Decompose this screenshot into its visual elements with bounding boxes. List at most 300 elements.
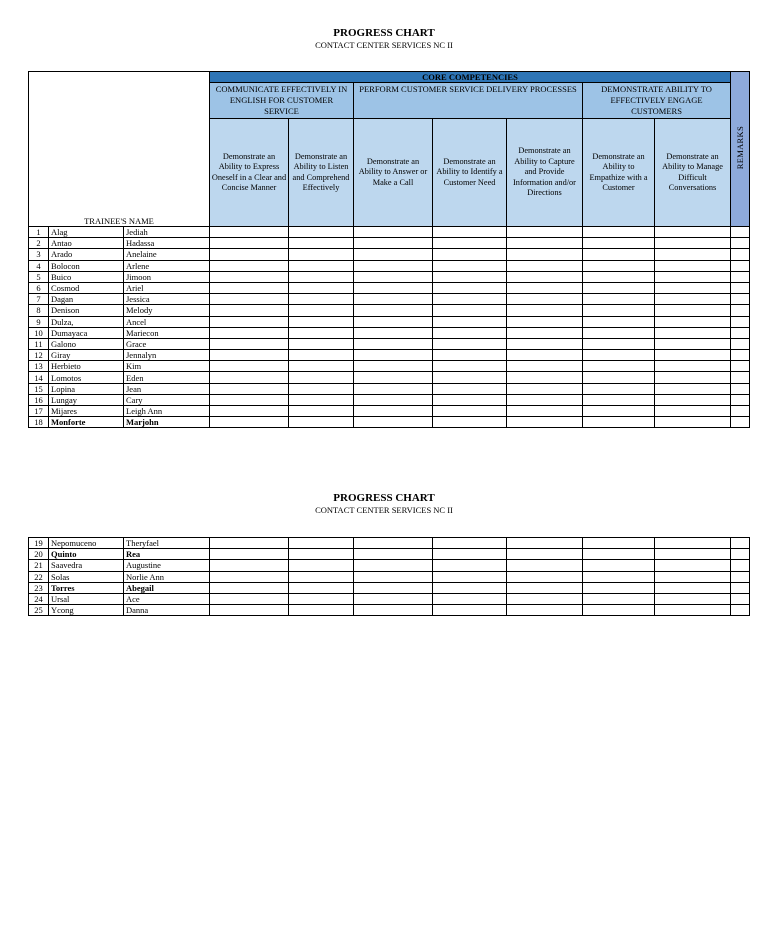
remarks-cell bbox=[731, 227, 750, 238]
competency-cell bbox=[433, 305, 507, 316]
trainee-first-name: Ancel bbox=[124, 316, 210, 327]
trainee-first-name: Augustine bbox=[124, 560, 210, 571]
remarks-cell bbox=[731, 372, 750, 383]
competency-cell bbox=[289, 361, 354, 372]
competency-cell bbox=[583, 538, 655, 549]
group-header-customer-service: PERFORM CUSTOMER SERVICE DELIVERY PROCESSES bbox=[354, 83, 583, 119]
competency-cell bbox=[289, 372, 354, 383]
competency-cell bbox=[583, 417, 655, 428]
page-subtitle-2: CONTACT CENTER SERVICES NC II bbox=[315, 505, 453, 515]
table-row bbox=[29, 383, 750, 394]
competency-cell bbox=[433, 316, 507, 327]
competency-cell bbox=[289, 338, 354, 349]
competency-cell bbox=[583, 571, 655, 582]
competency-cell bbox=[507, 417, 583, 428]
competency-cell bbox=[433, 271, 507, 282]
competency-cell bbox=[289, 227, 354, 238]
competency-cell bbox=[354, 571, 433, 582]
competency-cell bbox=[655, 260, 731, 271]
remarks-cell bbox=[731, 593, 750, 604]
competency-cell bbox=[354, 593, 433, 604]
trainee-number: 14 bbox=[29, 372, 49, 383]
trainee-number: 3 bbox=[29, 249, 49, 260]
competency-cell bbox=[507, 282, 583, 293]
competency-cell bbox=[354, 238, 433, 249]
table-row bbox=[29, 316, 750, 327]
remarks-cell bbox=[731, 294, 750, 305]
trainee-last-name: Antao bbox=[49, 238, 124, 249]
table-row bbox=[29, 406, 750, 417]
competency-cell bbox=[354, 560, 433, 571]
remarks-cell bbox=[731, 305, 750, 316]
competency-cell bbox=[583, 316, 655, 327]
competency-cell bbox=[289, 294, 354, 305]
trainee-name-header bbox=[29, 72, 210, 227]
remarks-cell bbox=[731, 383, 750, 394]
competency-cell bbox=[507, 394, 583, 405]
trainee-last-name: Dagan bbox=[49, 294, 124, 305]
trainee-number: 22 bbox=[29, 571, 49, 582]
competency-cell bbox=[583, 383, 655, 394]
competency-cell bbox=[210, 383, 289, 394]
trainee-last-name: Galono bbox=[49, 338, 124, 349]
competency-cell bbox=[655, 406, 731, 417]
trainee-last-name: Arado bbox=[49, 249, 124, 260]
remarks-cell bbox=[731, 549, 750, 560]
trainee-number: 13 bbox=[29, 361, 49, 372]
competency-cell bbox=[655, 282, 731, 293]
competency-cell bbox=[354, 249, 433, 260]
competency-cell bbox=[433, 361, 507, 372]
competency-cell bbox=[433, 350, 507, 361]
competency-cell bbox=[583, 350, 655, 361]
table-row bbox=[29, 593, 750, 604]
trainee-number: 8 bbox=[29, 305, 49, 316]
trainee-first-name: Danna bbox=[124, 605, 210, 616]
trainee-last-name: Solas bbox=[49, 571, 124, 582]
competency-cell bbox=[433, 294, 507, 305]
competency-cell bbox=[289, 549, 354, 560]
remarks-label: REMARKS bbox=[735, 126, 745, 170]
table-row bbox=[29, 571, 750, 582]
competency-cell bbox=[289, 560, 354, 571]
competency-cell bbox=[583, 582, 655, 593]
trainee-number: 21 bbox=[29, 560, 49, 571]
trainee-first-name: Eden bbox=[124, 372, 210, 383]
competency-cell bbox=[655, 571, 731, 582]
competency-cell bbox=[507, 305, 583, 316]
competency-cell bbox=[433, 327, 507, 338]
competency-cell bbox=[210, 361, 289, 372]
trainee-number: 7 bbox=[29, 294, 49, 305]
trainee-last-name: Nepomuceno bbox=[49, 538, 124, 549]
trainee-name-label: TRAINEE'S NAME bbox=[84, 216, 154, 226]
competency-cell bbox=[354, 538, 433, 549]
competency-cell bbox=[433, 549, 507, 560]
competency-header: Demonstrate an Ability to Express Oneself in a Clear and Concise Manner bbox=[210, 119, 289, 227]
table-row bbox=[29, 394, 750, 405]
competency-cell bbox=[655, 383, 731, 394]
competency-cell bbox=[583, 260, 655, 271]
progress-chart-table-2 bbox=[28, 537, 750, 616]
competency-cell bbox=[433, 538, 507, 549]
trainee-first-name: Jean bbox=[124, 383, 210, 394]
competency-cell bbox=[507, 260, 583, 271]
competency-cell bbox=[507, 361, 583, 372]
competency-cell bbox=[354, 394, 433, 405]
competency-cell bbox=[354, 271, 433, 282]
trainee-first-name: Anelaine bbox=[124, 249, 210, 260]
competency-cell bbox=[507, 238, 583, 249]
group-header-engage-customers: DEMONSTRATE ABILITY TO EFFECTIVELY ENGAGE CUSTOMERS bbox=[583, 83, 731, 119]
competency-cell bbox=[210, 282, 289, 293]
competency-cell bbox=[354, 294, 433, 305]
competency-cell bbox=[354, 417, 433, 428]
competency-cell bbox=[507, 406, 583, 417]
competency-cell bbox=[655, 605, 731, 616]
competency-cell bbox=[507, 249, 583, 260]
competency-cell bbox=[655, 593, 731, 604]
table-row bbox=[29, 350, 750, 361]
remarks-cell bbox=[731, 350, 750, 361]
table-row bbox=[29, 372, 750, 383]
trainee-first-name: Jediah bbox=[124, 227, 210, 238]
trainee-first-name: Leigh Ann bbox=[124, 406, 210, 417]
competency-cell bbox=[507, 549, 583, 560]
competency-cell bbox=[354, 327, 433, 338]
competency-cell bbox=[655, 316, 731, 327]
trainee-number: 4 bbox=[29, 260, 49, 271]
competency-cell bbox=[289, 582, 354, 593]
progress-chart-table bbox=[28, 71, 750, 428]
competency-cell bbox=[433, 249, 507, 260]
competency-cell bbox=[210, 227, 289, 238]
trainee-last-name: Ursal bbox=[49, 593, 124, 604]
remarks-cell bbox=[731, 560, 750, 571]
table-row bbox=[29, 271, 750, 282]
competency-header: Demonstrate an Ability to Listen and Comprehend Effectively bbox=[289, 119, 354, 227]
trainee-first-name: Jessica bbox=[124, 294, 210, 305]
competency-cell bbox=[433, 605, 507, 616]
group-header-communicate: COMMUNICATE EFFECTIVELY IN ENGLISH FOR CUSTOMER SERVICE bbox=[210, 83, 354, 119]
competency-cell bbox=[583, 305, 655, 316]
trainee-number: 9 bbox=[29, 316, 49, 327]
competency-cell bbox=[433, 238, 507, 249]
remarks-cell bbox=[731, 282, 750, 293]
competency-cell bbox=[583, 271, 655, 282]
remarks-cell bbox=[731, 238, 750, 249]
competency-cell bbox=[289, 305, 354, 316]
remarks-cell bbox=[731, 571, 750, 582]
trainee-number: 1 bbox=[29, 227, 49, 238]
competency-cell bbox=[433, 560, 507, 571]
competency-cell bbox=[210, 260, 289, 271]
remarks-cell bbox=[731, 582, 750, 593]
competency-cell bbox=[354, 282, 433, 293]
competency-cell bbox=[289, 538, 354, 549]
competency-cell bbox=[289, 271, 354, 282]
competency-cell bbox=[289, 327, 354, 338]
trainee-last-name: Buico bbox=[49, 271, 124, 282]
competency-cell bbox=[583, 327, 655, 338]
competency-cell bbox=[210, 294, 289, 305]
trainee-first-name: Jennalyn bbox=[124, 350, 210, 361]
competency-header: Demonstrate an Ability to Manage Difficult Conversations bbox=[655, 119, 731, 227]
competency-cell bbox=[433, 417, 507, 428]
trainee-first-name: Hadassa bbox=[124, 238, 210, 249]
trainee-last-name: Torres bbox=[49, 582, 124, 593]
competency-cell bbox=[583, 338, 655, 349]
competency-cell bbox=[210, 350, 289, 361]
competency-cell bbox=[433, 227, 507, 238]
competency-cell bbox=[655, 238, 731, 249]
competency-cell bbox=[507, 227, 583, 238]
competency-header: Demonstrate an Ability to Identify a Customer Need bbox=[433, 119, 507, 227]
trainee-first-name: Grace bbox=[124, 338, 210, 349]
trainee-number: 25 bbox=[29, 605, 49, 616]
competency-cell bbox=[433, 406, 507, 417]
competency-cell bbox=[210, 249, 289, 260]
trainee-first-name: Melody bbox=[124, 305, 210, 316]
table-row bbox=[29, 338, 750, 349]
competency-cell bbox=[289, 350, 354, 361]
competency-cell bbox=[354, 350, 433, 361]
competency-cell bbox=[507, 593, 583, 604]
competency-cell bbox=[507, 271, 583, 282]
competency-cell bbox=[289, 605, 354, 616]
competency-cell bbox=[210, 571, 289, 582]
competency-cell bbox=[433, 260, 507, 271]
remarks-cell bbox=[731, 417, 750, 428]
competency-cell bbox=[210, 605, 289, 616]
table-row bbox=[29, 260, 750, 271]
trainee-number: 2 bbox=[29, 238, 49, 249]
remarks-cell bbox=[731, 605, 750, 616]
competency-cell bbox=[289, 249, 354, 260]
trainee-last-name: Herbieto bbox=[49, 361, 124, 372]
competency-cell bbox=[289, 394, 354, 405]
page-subtitle: CONTACT CENTER SERVICES NC II bbox=[315, 40, 453, 50]
competency-cell bbox=[354, 260, 433, 271]
table-row bbox=[29, 538, 750, 549]
remarks-cell bbox=[731, 394, 750, 405]
competency-cell bbox=[210, 372, 289, 383]
competency-cell bbox=[583, 605, 655, 616]
table-row bbox=[29, 305, 750, 316]
trainee-last-name: Quinto bbox=[49, 549, 124, 560]
competency-cell bbox=[433, 282, 507, 293]
competency-cell bbox=[655, 582, 731, 593]
competency-cell bbox=[354, 549, 433, 560]
competency-cell bbox=[655, 394, 731, 405]
competency-cell bbox=[210, 305, 289, 316]
remarks-cell bbox=[731, 338, 750, 349]
trainee-last-name: Saavedra bbox=[49, 560, 124, 571]
trainee-number: 15 bbox=[29, 383, 49, 394]
competency-cell bbox=[507, 338, 583, 349]
competency-cell bbox=[210, 593, 289, 604]
competency-cell bbox=[289, 406, 354, 417]
competency-cell bbox=[507, 294, 583, 305]
remarks-cell bbox=[731, 271, 750, 282]
competency-cell bbox=[210, 549, 289, 560]
competency-cell bbox=[507, 560, 583, 571]
competency-cell bbox=[289, 383, 354, 394]
competency-cell bbox=[289, 282, 354, 293]
competency-cell bbox=[655, 294, 731, 305]
trainee-first-name: Mariecon bbox=[124, 327, 210, 338]
table-row bbox=[29, 417, 750, 428]
trainee-number: 6 bbox=[29, 282, 49, 293]
competency-cell bbox=[210, 327, 289, 338]
remarks-header bbox=[731, 72, 750, 227]
trainee-first-name: Abegail bbox=[124, 582, 210, 593]
trainee-first-name: Theryfael bbox=[124, 538, 210, 549]
competency-cell bbox=[210, 238, 289, 249]
trainee-last-name: Dumayaca bbox=[49, 327, 124, 338]
table-row bbox=[29, 361, 750, 372]
competency-cell bbox=[583, 593, 655, 604]
competency-cell bbox=[289, 593, 354, 604]
remarks-cell bbox=[731, 327, 750, 338]
competency-cell bbox=[210, 538, 289, 549]
competency-cell bbox=[507, 316, 583, 327]
remarks-cell bbox=[731, 361, 750, 372]
competency-cell bbox=[583, 549, 655, 560]
competency-cell bbox=[655, 372, 731, 383]
trainee-last-name: Ycong bbox=[49, 605, 124, 616]
trainee-first-name: Norlie Ann bbox=[124, 571, 210, 582]
competency-cell bbox=[354, 316, 433, 327]
competency-cell bbox=[655, 249, 731, 260]
trainee-first-name: Arlene bbox=[124, 260, 210, 271]
competency-cell bbox=[583, 282, 655, 293]
competency-cell bbox=[583, 406, 655, 417]
competency-cell bbox=[655, 338, 731, 349]
competency-cell bbox=[210, 394, 289, 405]
remarks-cell bbox=[731, 249, 750, 260]
trainee-number: 17 bbox=[29, 406, 49, 417]
table-row bbox=[29, 227, 750, 238]
competency-cell bbox=[583, 394, 655, 405]
competency-cell bbox=[655, 327, 731, 338]
competency-cell bbox=[655, 271, 731, 282]
trainee-number: 5 bbox=[29, 271, 49, 282]
competency-cell bbox=[583, 372, 655, 383]
competency-header: Demonstrate an Ability to Capture and Provide Information and/or Directions bbox=[507, 119, 583, 227]
trainee-number: 11 bbox=[29, 338, 49, 349]
remarks-cell bbox=[731, 316, 750, 327]
table-row bbox=[29, 560, 750, 571]
competency-cell bbox=[507, 383, 583, 394]
competency-cell bbox=[507, 571, 583, 582]
trainee-number: 24 bbox=[29, 593, 49, 604]
competency-cell bbox=[433, 593, 507, 604]
trainee-last-name: Bolocon bbox=[49, 260, 124, 271]
core-competencies-header: CORE COMPETENCIES bbox=[210, 72, 731, 83]
trainee-first-name: Kim bbox=[124, 361, 210, 372]
competency-cell bbox=[354, 582, 433, 593]
trainee-number: 18 bbox=[29, 417, 49, 428]
competency-cell bbox=[354, 406, 433, 417]
competency-cell bbox=[583, 249, 655, 260]
competency-cell bbox=[507, 350, 583, 361]
trainee-last-name: Denison bbox=[49, 305, 124, 316]
trainee-last-name: Lungay bbox=[49, 394, 124, 405]
competency-cell bbox=[433, 372, 507, 383]
competency-cell bbox=[433, 571, 507, 582]
page-title: PROGRESS CHART bbox=[333, 27, 435, 39]
competency-cell bbox=[354, 361, 433, 372]
table-row bbox=[29, 249, 750, 260]
trainee-first-name: Jimoon bbox=[124, 271, 210, 282]
competency-cell bbox=[210, 406, 289, 417]
competency-cell bbox=[655, 538, 731, 549]
competency-cell bbox=[289, 417, 354, 428]
table-row bbox=[29, 327, 750, 338]
trainee-first-name: Rea bbox=[124, 549, 210, 560]
competency-cell bbox=[354, 305, 433, 316]
table-row bbox=[29, 238, 750, 249]
trainee-last-name: Lomotos bbox=[49, 372, 124, 383]
competency-cell bbox=[583, 560, 655, 571]
trainee-first-name: Ace bbox=[124, 593, 210, 604]
trainee-number: 23 bbox=[29, 582, 49, 593]
competency-cell bbox=[289, 571, 354, 582]
table-row bbox=[29, 282, 750, 293]
competency-cell bbox=[583, 294, 655, 305]
competency-cell bbox=[433, 582, 507, 593]
remarks-cell bbox=[731, 406, 750, 417]
competency-cell bbox=[289, 260, 354, 271]
competency-cell bbox=[655, 361, 731, 372]
competency-cell bbox=[655, 350, 731, 361]
competency-cell bbox=[210, 582, 289, 593]
trainee-first-name: Marjohn bbox=[124, 417, 210, 428]
competency-cell bbox=[507, 605, 583, 616]
trainee-last-name: Lopina bbox=[49, 383, 124, 394]
competency-cell bbox=[507, 538, 583, 549]
competency-cell bbox=[655, 560, 731, 571]
competency-cell bbox=[354, 372, 433, 383]
competency-header: Demonstrate an Ability to Answer or Make a Call bbox=[354, 119, 433, 227]
competency-cell bbox=[354, 383, 433, 394]
trainee-last-name: Monforte bbox=[49, 417, 124, 428]
competency-cell bbox=[655, 227, 731, 238]
competency-cell bbox=[507, 327, 583, 338]
trainee-first-name: Ariel bbox=[124, 282, 210, 293]
competency-cell bbox=[433, 383, 507, 394]
competency-cell bbox=[354, 338, 433, 349]
trainee-last-name: Cosmod bbox=[49, 282, 124, 293]
competency-cell bbox=[289, 316, 354, 327]
competency-cell bbox=[289, 238, 354, 249]
competency-cell bbox=[507, 582, 583, 593]
competency-cell bbox=[583, 227, 655, 238]
competency-cell bbox=[655, 417, 731, 428]
competency-cell bbox=[354, 605, 433, 616]
table-row bbox=[29, 549, 750, 560]
trainee-number: 16 bbox=[29, 394, 49, 405]
trainee-last-name: Mijares bbox=[49, 406, 124, 417]
trainee-last-name: Dulza, bbox=[49, 316, 124, 327]
competency-cell bbox=[433, 394, 507, 405]
trainee-last-name: Alag bbox=[49, 227, 124, 238]
competency-cell bbox=[210, 560, 289, 571]
competency-cell bbox=[210, 316, 289, 327]
competency-cell bbox=[354, 227, 433, 238]
competency-cell bbox=[210, 417, 289, 428]
